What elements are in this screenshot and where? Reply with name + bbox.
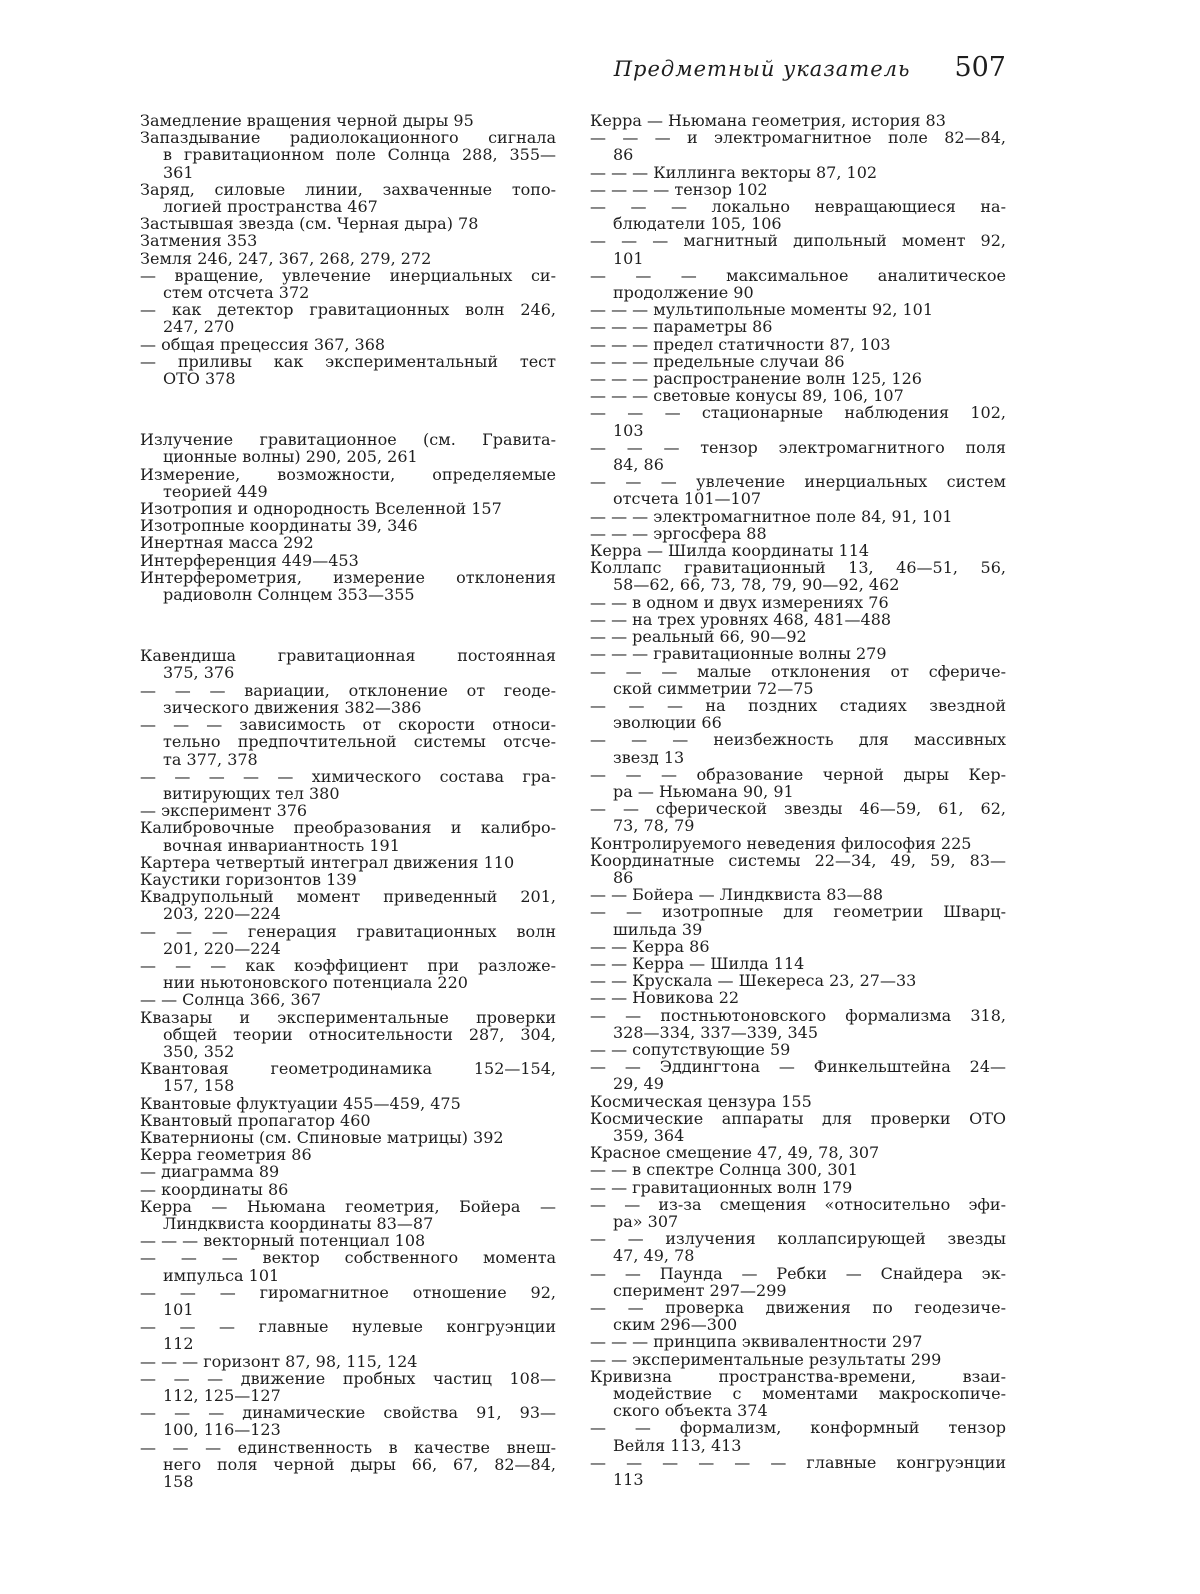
index-entry-line: — диаграмма 89: [140, 1162, 280, 1182]
index-subentry: [590, 1351, 1006, 1368]
index-entry-line: нии ньютоновского потенциала 220: [163, 973, 468, 993]
index-subentry: [590, 1041, 1006, 1058]
index-subentry: [590, 1419, 1006, 1453]
index-subentry: [140, 1284, 556, 1318]
index-entry-line: ОТО 378: [163, 369, 236, 389]
index-entry-line: Интерференция 449—453: [140, 550, 359, 570]
index-subentry: [140, 1232, 556, 1249]
index-entry: [140, 500, 556, 517]
index-subentry: [590, 903, 1006, 937]
index-entry-line: — — — световые конусы 89, 106, 107: [590, 386, 904, 406]
index-entry-line: Интерферометрия, измерение отклонения: [140, 567, 556, 587]
index-entry-line: Заряд, силовые линии, захваченные топо-: [140, 179, 556, 199]
index-entry-line: 157, 158: [163, 1076, 235, 1096]
index-entry-line: — — — предельные случаи 86: [590, 351, 845, 371]
index-entry-line: — — — увлечение инерциальных систем: [590, 472, 1006, 492]
index-entry-line: Затмения 353: [140, 231, 258, 251]
index-entry: [590, 852, 1006, 886]
index-entry: [140, 552, 556, 569]
index-subentry: [590, 645, 1006, 662]
index-entry-line: 101: [613, 248, 644, 268]
index-entry: [140, 1009, 556, 1061]
index-entry-line: — — — движение пробных частиц 108—: [140, 1368, 556, 1388]
index-entry-line: 112, 125—127: [163, 1386, 281, 1406]
index-subentry: [590, 232, 1006, 266]
index-entry: [140, 569, 556, 603]
index-entry-line: Керра — Ньюмана геометрия, история 83: [590, 111, 946, 130]
index-entry-line: — — гравитационных волн 179: [590, 1177, 853, 1197]
index-subentry: [590, 318, 1006, 335]
index-subentry: [140, 1370, 556, 1404]
index-letter-group: [140, 431, 556, 603]
index-entry-line: 86: [613, 867, 634, 887]
index-subentry: [590, 164, 1006, 181]
index-entry-line: Координатные системы 22—34, 49, 59, 83—: [590, 850, 1006, 870]
index-subentry: [590, 594, 1006, 611]
index-entry-line: — — — — — — главные конгруэнции: [590, 1452, 1006, 1472]
index-entry-line: 350, 352: [163, 1041, 235, 1061]
index-entry: [140, 647, 556, 681]
index-subentry: [590, 525, 1006, 542]
index-subentry: [590, 989, 1006, 1006]
index-entry-line: — — — параметры 86: [590, 317, 773, 337]
index-entry: [140, 1112, 556, 1129]
index-entry-line: Измерение, возможности, определяемые: [140, 464, 556, 484]
index-entry-line: — — Керра 86: [590, 936, 710, 956]
index-entry-line: — — формализм, конформный тензор: [590, 1418, 1006, 1438]
index-subentry: [590, 1299, 1006, 1333]
index-entry-line: — — — — — химического состава гра-: [140, 766, 556, 786]
index-entry: [590, 542, 1006, 559]
index-entry-line: вочная инвариантность 191: [163, 835, 400, 855]
index-entry-line: ционные волны) 290, 205, 261: [163, 447, 418, 467]
index-entry-line: ской симметрии 72—75: [613, 678, 814, 698]
index-subentry: [140, 353, 556, 387]
index-entry-line: Инертная масса 292: [140, 533, 314, 553]
index-entry: [140, 854, 556, 871]
index-subentry: [590, 628, 1006, 645]
index-entry-line: Застывшая звезда (см. Черная дыра) 78: [140, 214, 479, 234]
index-entry-line: 359, 364: [613, 1125, 685, 1145]
index-subentry: [590, 181, 1006, 198]
index-entry-line: — как детектор гравитационных волн 246,: [140, 300, 556, 320]
index-subentry: [140, 716, 556, 768]
index-entry: [140, 250, 556, 267]
index-entry: [590, 835, 1006, 852]
index-entry-line: — — — максимальное аналитическое: [590, 265, 1006, 285]
index-entry-line: витирующих тел 380: [163, 783, 340, 803]
index-subentry: [140, 1404, 556, 1438]
index-entry-line: — — Крускала — Шекереса 23, 27—33: [590, 971, 917, 991]
index-subentry: [590, 1333, 1006, 1350]
index-entry-line: — общая прецессия 367, 368: [140, 334, 386, 354]
index-entry-line: ра — Ньюмана 90, 91: [613, 781, 794, 801]
index-entry-line: Изотропные координаты 39, 346: [140, 516, 418, 536]
index-subentry: [590, 267, 1006, 301]
index-entry-line: — — — тензор электромагнитного поля: [590, 437, 1006, 457]
index-entry-line: 361: [163, 162, 194, 182]
index-entry-line: — — — горизонт 87, 98, 115, 124: [140, 1351, 418, 1371]
index-subentry: [590, 1179, 1006, 1196]
index-entry-line: — — из-за смещения «относительно эфи-: [590, 1194, 1006, 1214]
index-subentry: [590, 198, 1006, 232]
index-subentry: [140, 301, 556, 335]
index-entry-line: 47, 49, 78: [613, 1246, 695, 1266]
index-entry: [140, 466, 556, 500]
index-subentry: [590, 1230, 1006, 1264]
index-entry-line: 201, 220—224: [163, 938, 281, 958]
index-entry-line: — — — вектор собственного момента: [140, 1248, 556, 1268]
index-entry-line: Кватернионы (см. Спиновые матрицы) 392: [140, 1127, 504, 1147]
index-entry: [140, 232, 556, 249]
index-subentry: [140, 1181, 556, 1198]
index-entry-line: 113: [613, 1470, 644, 1490]
index-entry-line: логией пространства 467: [163, 197, 378, 217]
index-entry: [140, 534, 556, 551]
index-entry-line: — — реальный 66, 90—92: [590, 627, 807, 647]
index-entry-line: — — — неизбежность для массивных: [590, 730, 1006, 750]
index-entry: [140, 129, 556, 181]
index-entry-line: — — — образование черной дыры Кер-: [590, 764, 1006, 784]
index-entry: [140, 215, 556, 232]
index-subentry: [590, 508, 1006, 525]
index-entry-line: — — — вариации, отклонение от геоде-: [140, 680, 556, 700]
index-entry-line: Кавендиша гравитационная постоянная: [140, 646, 556, 666]
index-subentry: [590, 336, 1006, 353]
index-entry-line: Квантовый пропагатор 460: [140, 1110, 371, 1130]
index-subentry: [590, 955, 1006, 972]
index-entry-line: 328—334, 337—339, 345: [613, 1022, 819, 1042]
index-entry-line: 101: [163, 1300, 194, 1319]
index-subentry: [590, 1454, 1006, 1488]
index-column-right: [590, 112, 1006, 1488]
index-entry-line: Каустики горизонтов 139: [140, 869, 357, 889]
index-entry-line: — — — динамические свойства 91, 93—: [140, 1403, 556, 1423]
index-entry: [140, 112, 556, 129]
index-entry-line: — вращение, увлечение инерциальных си-: [140, 265, 556, 285]
index-entry-line: Квантовые флуктуации 455—459, 475: [140, 1093, 461, 1113]
index-entry-line: 112: [163, 1334, 194, 1354]
index-subentry: [590, 353, 1006, 370]
index-entry-line: — — — принципа эквивалентности 297: [590, 1332, 923, 1352]
index-entry-line: Вейля 113, 413: [613, 1435, 742, 1455]
index-entry-line: — — — — тензор 102: [590, 179, 768, 199]
index-entry-line: модействие с моментами макроскопиче-: [613, 1384, 1006, 1404]
index-entry-line: — — Бойера — Линдквиста 83—88: [590, 885, 884, 905]
index-subentry: [140, 802, 556, 819]
index-subentry: [590, 663, 1006, 697]
index-entry-line: — — — как коэффициент при разложе-: [140, 955, 556, 975]
index-entry: [140, 1129, 556, 1146]
index-entry-line: Изотропия и однородность Вселенной 157: [140, 499, 502, 519]
index-entry-line: — — в спектре Солнца 300, 301: [590, 1160, 858, 1180]
index-subentry: [140, 1318, 556, 1352]
index-entry-line: ра» 307: [613, 1212, 679, 1231]
index-subentry: [590, 766, 1006, 800]
index-entry-line: Замедление вращения черной дыры 95: [140, 111, 474, 130]
index-entry-line: 29, 49: [613, 1074, 664, 1094]
index-entry: [590, 1368, 1006, 1420]
index-subentry: [140, 267, 556, 301]
index-entry-line: Красное смещение 47, 49, 78, 307: [590, 1143, 880, 1163]
index-subentry: [590, 301, 1006, 318]
page-number: 507: [954, 52, 1006, 83]
index-entry-line: Космические аппараты для проверки ОТО: [590, 1108, 1006, 1128]
index-subentry: [140, 768, 556, 802]
index-entry-line: — — в одном и двух измерениях 76: [590, 592, 889, 612]
index-entry-line: — — — главные нулевые конгруэнции: [140, 1317, 556, 1337]
index-entry-line: — — — эргосфера 88: [590, 523, 767, 543]
index-entry-line: ского объекта 374: [613, 1401, 768, 1421]
index-entry-line: — — — стационарные наблюдения 102,: [590, 403, 1006, 423]
index-entry-line: — — — магнитный дипольный момент 92,: [590, 231, 1006, 251]
running-head: [614, 54, 1006, 81]
index-subentry: [140, 682, 556, 716]
index-entry-line: — — Паунда — Ребки — Снайдера эк-: [590, 1263, 1006, 1283]
index-entry-line: — — постньютоновского формализма 318,: [590, 1005, 1006, 1025]
index-entry-line: отсчета 101—107: [613, 489, 762, 509]
index-entry-line: — — — предел статичности 87, 103: [590, 334, 891, 354]
index-entry-line: продолжение 90: [613, 283, 754, 303]
index-entry-line: — — изотропные для геометрии Шварц-: [590, 902, 1006, 922]
index-subentry: [590, 1058, 1006, 1092]
index-letter-group: [140, 647, 556, 1490]
index-entry-line: теорией 449: [163, 481, 268, 501]
index-entry-line: — — — распространение волн 125, 126: [590, 369, 922, 389]
index-subentry: [140, 957, 556, 991]
index-entry-line: — приливы как экспериментальный тест: [140, 351, 556, 371]
index-entry-line: стем отсчета 372: [163, 283, 310, 303]
index-entry-line: сперимент 297—299: [613, 1280, 787, 1300]
index-entry-line: Квадрупольный момент приведенный 201,: [140, 887, 556, 907]
index-entry: [140, 431, 556, 465]
index-entry: [140, 1095, 556, 1112]
index-entry-line: шильда 39: [613, 919, 703, 939]
index-entry: [590, 1144, 1006, 1161]
index-entry: [590, 1093, 1006, 1110]
index-entry: [140, 871, 556, 888]
index-entry: [140, 888, 556, 922]
index-entry-line: — — Солнца 366, 367: [140, 990, 322, 1010]
index-entry-line: Квазары и экспериментальные проверки: [140, 1007, 556, 1027]
index-entry-line: та 377, 378: [163, 749, 258, 769]
index-subentry: [140, 923, 556, 957]
index-entry-line: в гравитационном поле Солнца 288, 355—: [163, 145, 556, 165]
index-entry-line: Калибровочные преобразования и калибро-: [140, 818, 556, 838]
index-entry-line: — — — Киллинга векторы 87, 102: [590, 162, 878, 182]
index-entry: [590, 559, 1006, 593]
index-entry-line: Контролируемого неведения философия 225: [590, 833, 972, 853]
index-entry: [140, 181, 556, 215]
index-subentry: [140, 336, 556, 353]
index-entry-line: Картера четвертый интеграл движения 110: [140, 852, 515, 872]
index-entry-line: 100, 116—123: [163, 1420, 281, 1440]
index-entry: [140, 819, 556, 853]
index-entry-line: — — излучения коллапсирующей звезды: [590, 1229, 1006, 1249]
index-entry-line: — — на трех уровнях 468, 481—488: [590, 609, 892, 629]
index-entry-line: 84, 86: [613, 455, 664, 475]
index-entry-line: — — — локально невращающиеся на-: [590, 197, 1006, 217]
index-entry-line: общей теории относительности 287, 304,: [163, 1024, 556, 1044]
index-subentry: [590, 404, 1006, 438]
index-letter-group: [590, 112, 1006, 1488]
index-entry-line: — — экспериментальные результаты 299: [590, 1349, 942, 1369]
index-entry-line: 203, 220—224: [163, 904, 281, 924]
index-subentry: [590, 1196, 1006, 1230]
index-entry-line: него поля черной дыры 66, 67, 82—84,: [163, 1454, 556, 1474]
index-entry-line: Керра — Шилда координаты 114: [590, 541, 870, 561]
index-entry: [590, 1110, 1006, 1144]
index-entry-line: — — — единственность в качестве внеш-: [140, 1437, 556, 1457]
index-entry-line: импульса 101: [163, 1265, 280, 1285]
index-subentry: [590, 697, 1006, 731]
index-entry: [140, 517, 556, 534]
index-subentry: [590, 439, 1006, 473]
index-entry-line: Земля 246, 247, 367, 268, 279, 272: [140, 248, 432, 268]
index-subentry: [590, 1265, 1006, 1299]
index-entry-line: — — проверка движения по геодезиче-: [590, 1298, 1006, 1318]
index-entry-line: блюдатели 105, 106: [613, 214, 782, 234]
index-entry-line: Коллапс гравитационный 13, 46—51, 56,: [590, 558, 1006, 578]
index-column-left: [140, 112, 556, 1490]
index-subentry: [590, 886, 1006, 903]
index-entry-line: Излучение гравитационное (см. Гравита-: [140, 430, 556, 450]
index-entry-line: 247, 270: [163, 317, 235, 337]
index-entry-line: — — Эддингтона — Финкельштейна 24—: [590, 1057, 1006, 1077]
index-entry-line: Запаздывание радиолокационного сигнала: [140, 128, 556, 148]
index-entry-line: — — — и электромагнитное поле 82—84,: [590, 128, 1006, 148]
index-subentry: [140, 1353, 556, 1370]
index-subentry: [590, 387, 1006, 404]
index-entry-line: — — — малые отклонения от сфериче-: [590, 661, 1006, 681]
index-entry-line: 86: [613, 145, 634, 165]
index-entry-line: Квантовая геометродинамика 152—154,: [140, 1059, 556, 1079]
index-entry-line: — — — генерация гравитационных волн: [140, 921, 556, 941]
index-subentry: [140, 991, 556, 1008]
index-entry-line: — — сопутствующие 59: [590, 1039, 791, 1059]
index-entry: [140, 1146, 556, 1163]
index-entry-line: 375, 376: [163, 663, 235, 683]
index-entry: [140, 1198, 556, 1232]
index-subentry: [140, 1439, 556, 1491]
index-entry-line: — — — на поздних стадиях звездной: [590, 695, 1006, 715]
index-entry-line: Линдквиста координаты 83—87: [163, 1213, 434, 1233]
index-entry-line: — — Керра — Шилда 114: [590, 953, 805, 973]
index-entry-line: Керра — Ньюмана геометрия, Бойера —: [140, 1196, 556, 1216]
index-subentry: [590, 611, 1006, 628]
index-entry-line: 73, 78, 79: [613, 816, 695, 836]
index-entry-line: 58—62, 66, 73, 78, 79, 90—92, 462: [613, 575, 900, 595]
index-subentry: [590, 731, 1006, 765]
index-entry-line: тельно предпочтительной системы отсче-: [163, 732, 556, 752]
index-entry-line: — — — гиромагнитное отношение 92,: [140, 1282, 556, 1302]
index-letter-group: [140, 112, 556, 387]
index-entry-line: 103: [613, 420, 644, 440]
index-entry: [140, 1060, 556, 1094]
index-entry-line: эволюции 66: [613, 713, 722, 733]
index-entry-line: Кривизна пространства-времени, взаи-: [590, 1366, 1006, 1386]
index-subentry: [590, 1007, 1006, 1041]
index-entry-line: — — — электромагнитное поле 84, 91, 101: [590, 506, 953, 526]
index-entry-line: — координаты 86: [140, 1179, 289, 1199]
index-entry-line: зического движения 382—386: [163, 697, 422, 717]
index-entry-line: 158: [163, 1472, 194, 1492]
index-entry-line: Керра геометрия 86: [140, 1145, 312, 1165]
running-head-title: Предметный указатель: [613, 57, 911, 81]
index-subentry: [140, 1249, 556, 1283]
index-subentry: [590, 473, 1006, 507]
index-entry-line: — эксперимент 376: [140, 801, 308, 821]
index-entry-line: — — — гравитационные волны 279: [590, 644, 887, 664]
index-entry-line: — — — векторный потенциал 108: [140, 1231, 426, 1251]
index-entry-line: звезд 13: [613, 747, 685, 767]
index-entry-line: — — — мультипольные моменты 92, 101: [590, 300, 934, 320]
index-entry-line: Космическая цензура 155: [590, 1091, 812, 1111]
index-entry: [590, 112, 1006, 129]
index-subentry: [590, 938, 1006, 955]
index-subentry: [590, 370, 1006, 387]
index-entry-line: — — Новикова 22: [590, 988, 740, 1008]
index-entry-line: — — — зависимость от скорости относи-: [140, 715, 556, 735]
index-entry-line: — — сферической звезды 46—59, 61, 62,: [590, 799, 1006, 819]
index-entry-line: радиоволн Солнцем 353—355: [163, 585, 415, 605]
index-subentry: [590, 972, 1006, 989]
index-subentry: [140, 1163, 556, 1180]
index-entry-line: ским 296—300: [613, 1315, 738, 1335]
index-subentry: [590, 129, 1006, 163]
index-subentry: [590, 800, 1006, 834]
index-subentry: [590, 1161, 1006, 1178]
